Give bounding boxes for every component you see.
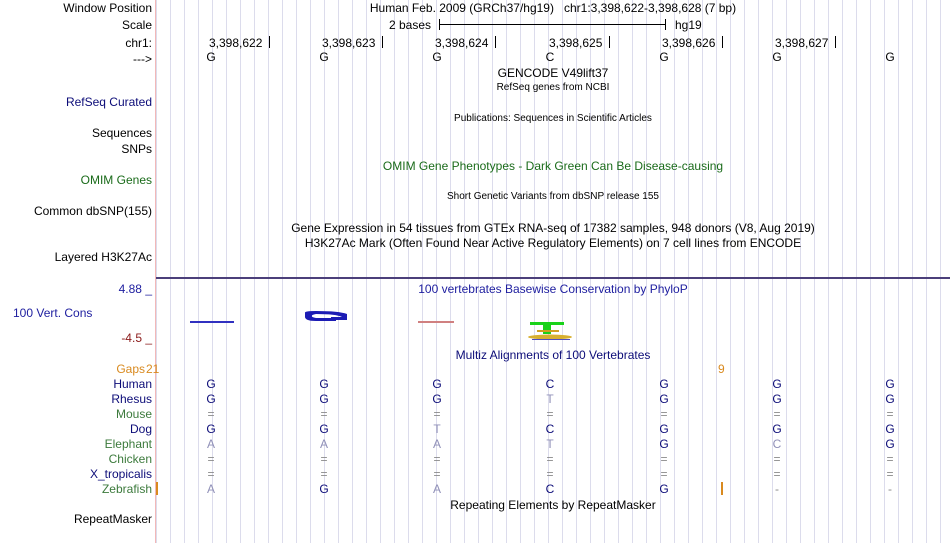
ruler-position-label: 3,398,626 — [662, 36, 716, 50]
alignment-base: G — [659, 482, 669, 496]
ruler-position-label: 3,398,623 — [322, 36, 376, 50]
alignment-base: = — [773, 452, 781, 466]
alignment-base: A — [319, 437, 328, 451]
gencode-track-title[interactable] — [156, 66, 950, 80]
gtex-track-title[interactable] — [156, 221, 950, 235]
assembly-text: Human Feb. 2009 (GRCh37/hg19) chr1:3,398,622-3,398,628 (7 bp) — [369, 1, 737, 15]
alignment-base: = — [773, 467, 781, 481]
sequences-label[interactable]: Sequences — [91, 126, 152, 140]
alignment-base: = — [886, 467, 894, 481]
alignment-base: C — [545, 422, 555, 436]
alignment-base: A — [432, 482, 441, 496]
alignment-base: C — [772, 437, 782, 451]
zebrafish-gap-marker-left — [156, 482, 158, 495]
base-letter: G — [885, 50, 895, 64]
alignment-base: T — [546, 392, 554, 406]
phylop-bar-2 — [418, 321, 454, 323]
refseq-track-subtitle[interactable] — [156, 81, 950, 95]
h3k27ac-track-title[interactable] — [156, 236, 950, 250]
alignment-base: G — [885, 422, 895, 436]
h3k27ac-title-text: H3K27Ac Mark (Often Found Near Active Regulatory Elements) on 7 cell lines from ENCODE — [304, 236, 802, 250]
strand-label: ---> — [133, 52, 152, 66]
species-label-chicken[interactable]: Chicken — [108, 452, 152, 466]
alignment-base: G — [659, 422, 669, 436]
track-divider — [156, 277, 950, 279]
chrom-label: chr1: — [125, 36, 152, 50]
alignment-base: - — [888, 482, 892, 496]
alignment-base: = — [886, 407, 894, 421]
alignment-base: A — [206, 437, 215, 451]
dbsnp-track-title[interactable] — [156, 190, 950, 204]
omim-track-title[interactable] — [156, 159, 950, 173]
alignment-base: = — [773, 407, 781, 421]
alignment-base: G — [206, 392, 216, 406]
species-label-mouse[interactable]: Mouse — [115, 407, 152, 421]
assembly-position-text — [156, 1, 950, 15]
species-label-dog[interactable]: Dog — [129, 422, 152, 436]
alignment-base: G — [659, 437, 669, 451]
publications-track-title[interactable] — [156, 112, 950, 126]
alignment-base: G — [885, 437, 895, 451]
species-label-human[interactable]: Human — [113, 377, 152, 391]
scale-bar — [439, 24, 665, 25]
base-letter: G — [432, 50, 442, 64]
ruler-tick — [609, 36, 610, 48]
alignment-base: G — [432, 377, 442, 391]
alignment-base: = — [546, 467, 554, 481]
species-label-zebrafish[interactable]: Zebrafish — [101, 482, 152, 496]
alignment-base: = — [320, 407, 328, 421]
ruler-tick — [495, 36, 496, 48]
repeat-title-text: Repeating Elements by RepeatMasker — [450, 498, 656, 512]
layered-h3k27ac-label[interactable]: Layered H3K27Ac — [54, 250, 152, 264]
logo-t-glyph — [528, 322, 572, 340]
scale-label: Scale — [121, 18, 152, 32]
alignment-base: G — [885, 392, 895, 406]
alignment-base: = — [433, 407, 441, 421]
alignment-base: A — [206, 482, 215, 496]
publications-title-text: Publications: Sequences in Scientific Articles — [454, 113, 652, 124]
alignment-base: G — [319, 377, 329, 391]
alignment-base: = — [433, 452, 441, 466]
phylop-bar-1 — [190, 321, 234, 323]
logo-g-glyph — [305, 311, 347, 321]
refseq-subtitle-text: RefSeq genes from NCBI — [496, 82, 610, 93]
species-label-elephant[interactable]: Elephant — [104, 437, 152, 451]
dbsnp-title-text: Short Genetic Variants from dbSNP release 155 — [447, 191, 659, 202]
alignment-base: = — [546, 407, 554, 421]
gaps-label: Gaps — [116, 362, 145, 376]
alignment-base: G — [772, 392, 782, 406]
scale-assembly-text: hg19 — [675, 18, 702, 32]
alignment-base: G — [206, 377, 216, 391]
alignment-base: = — [207, 452, 215, 466]
conservation-logo-graphic — [156, 300, 950, 350]
alignment-base: G — [772, 422, 782, 436]
repeatmasker-label[interactable]: RepeatMasker — [73, 512, 152, 526]
phylop-max-label: 4.88 _ — [118, 282, 152, 296]
alignment-base: = — [660, 452, 668, 466]
alignment-base: = — [320, 452, 328, 466]
base-letter: G — [659, 50, 669, 64]
common-dbsnp-label[interactable]: Common dbSNP(155) — [33, 204, 152, 218]
base-letter: C — [545, 50, 555, 64]
alignment-base: = — [886, 452, 894, 466]
alignment-base: G — [772, 377, 782, 391]
base-letter: G — [772, 50, 782, 64]
ruler-tick — [835, 36, 836, 48]
ruler-tick — [722, 36, 723, 48]
gaps-left-count: 21 — [146, 362, 160, 376]
ruler-tick — [382, 36, 383, 48]
alignment-base: - — [775, 482, 779, 496]
alignment-base: = — [207, 407, 215, 421]
alignment-base: = — [660, 407, 668, 421]
alignment-base: G — [319, 422, 329, 436]
alignment-base: = — [320, 467, 328, 481]
alignment-base: C — [545, 377, 555, 391]
omim-genes-label[interactable]: OMIM Genes — [80, 173, 152, 187]
species-label-rhesus[interactable]: Rhesus — [111, 392, 152, 406]
phylop-min-label: -4.5 _ — [121, 331, 152, 345]
alignment-base: G — [432, 392, 442, 406]
alignment-base: G — [659, 392, 669, 406]
alignment-base: A — [432, 437, 441, 451]
alignment-base: T — [546, 437, 554, 451]
ruler-position-label: 3,398,625 — [549, 36, 603, 50]
alignment-base: G — [206, 422, 216, 436]
alignment-base: G — [885, 377, 895, 391]
phylop-title-text: 100 vertebrates Basewise Conservation by PhyloP — [418, 282, 688, 296]
alignment-base: = — [207, 467, 215, 481]
alignment-base: = — [546, 452, 554, 466]
refseq-curated-label[interactable]: RefSeq Curated — [65, 95, 152, 109]
base-letter: G — [206, 50, 216, 64]
alignment-base: C — [545, 482, 555, 496]
vert-cons-label[interactable]: 100 Vert. Cons — [13, 306, 93, 320]
scale-bases-text: 2 bases — [389, 18, 432, 32]
gtex-title-text: Gene Expression in 54 tissues from GTEx RNA-seq of 17382 samples, 948 donors (V8, Aug 2019) — [291, 221, 815, 235]
ruler-position-label: 3,398,622 — [209, 36, 263, 50]
alignment-base: = — [660, 467, 668, 481]
multiz-title-text: Multiz Alignments of 100 Vertebrates — [455, 348, 651, 362]
base-letter: G — [319, 50, 329, 64]
multiz-track-title[interactable] — [156, 348, 950, 362]
alignment-base: T — [433, 422, 441, 436]
omim-title-text: OMIM Gene Phenotypes - Dark Green Can Be Disease-causing — [382, 159, 724, 173]
phylop-track-title[interactable] — [156, 282, 950, 296]
repeat-track-title[interactable] — [156, 498, 950, 512]
gencode-title-text: GENCODE V49lift37 — [497, 66, 609, 80]
ruler-position-label: 3,398,624 — [435, 36, 489, 50]
alignment-base: G — [659, 377, 669, 391]
ruler-position-label: 3,398,627 — [775, 36, 829, 50]
ruler-tick — [269, 36, 270, 48]
alignment-base: = — [433, 467, 441, 481]
window-position-label: Window Position — [63, 1, 152, 15]
alignment-base: G — [319, 482, 329, 496]
zebrafish-gap-marker-right — [721, 482, 723, 495]
scale-bar-right-cap — [665, 19, 666, 30]
snps-label[interactable]: SNPs — [121, 142, 152, 156]
gaps-right-count: 9 — [718, 362, 725, 376]
alignment-base: G — [319, 392, 329, 406]
species-label-x_tropicalis[interactable]: X_tropicalis — [89, 467, 152, 481]
